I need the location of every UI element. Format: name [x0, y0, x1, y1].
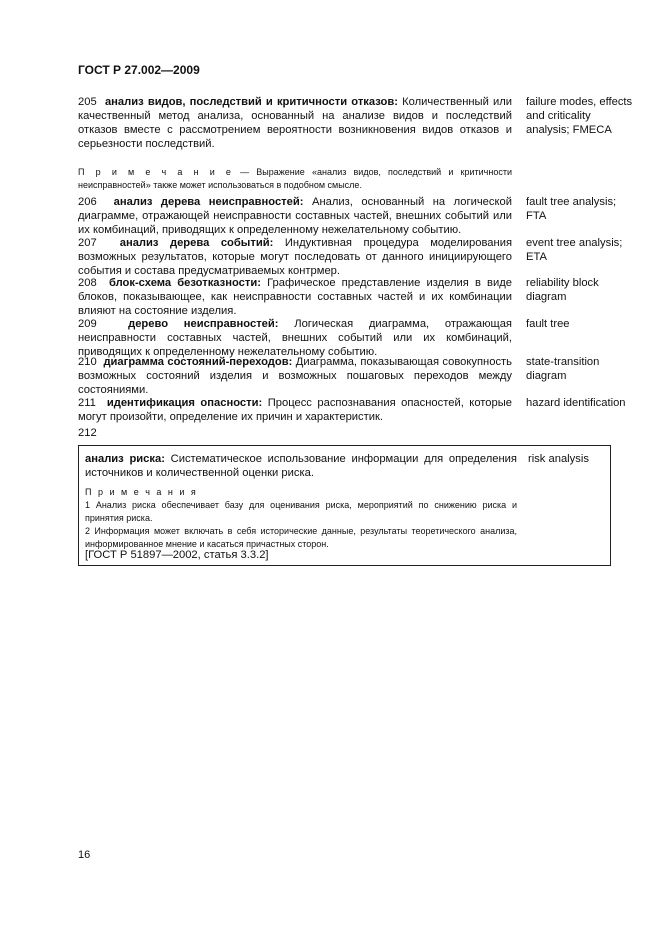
term-207	[78, 236, 512, 278]
term-205-english: failure modes, effects and criticality analysis; FMECA	[526, 96, 633, 136]
note-label: П р и м е ч а н и е	[78, 167, 233, 177]
term-209	[78, 317, 512, 359]
source-reference: [ГОСТ Р 51897—2002, статья 3.3.2]	[85, 549, 269, 561]
term-206-english: fault tree analysis; FTA	[526, 196, 617, 222]
term-210-english: state-transition diagram	[526, 356, 600, 382]
term-definition: Систематическое использование информации для определения источников и количественной оценки риска.	[85, 453, 517, 479]
term-208	[78, 276, 512, 318]
term-212-box	[78, 445, 611, 566]
term-name: анализ дерева неисправностей:	[113, 196, 304, 208]
page-number: 16	[78, 849, 91, 861]
note-2: 2 Информация может включать в себя исторические данные, результаты теоретического анализа, информированное мнение и касаться причастных сторон.	[85, 526, 517, 549]
term-207-english: event tree analysis; ETA	[526, 237, 623, 263]
term-212-notes	[85, 486, 517, 551]
term-210	[78, 355, 512, 397]
term-number: 209	[78, 318, 97, 330]
note-1: 1 Анализ риска обеспечивает базу для оценивания риска, мероприятий по снижению риска и принятия риска.	[85, 500, 517, 523]
term-number: 210	[78, 356, 97, 368]
term-definition: Графическое представление изделия в виде блоков, показывающее, как неисправности составных частей и их комбинации влияют на состояние изделия.	[78, 277, 512, 317]
term-definition: Диаграмма, показывающая совокупность возможных состояний изделия и возможных пошаговых переходов между состояниями.	[78, 356, 513, 396]
term-definition: Логическая диаграмма, отражающая неисправности составных частей, внешних событий или их комбинаций, приводящих к определенному нежелательному событию.	[78, 318, 512, 358]
notes-label: П р и м е ч а н и я	[85, 487, 198, 497]
term-definition: Процесс распознавания опасностей, которые могут произойти, определение их причин и характеристик.	[78, 397, 512, 423]
term-206	[78, 195, 512, 237]
document-header: ГОСТ Р 27.002—2009	[78, 63, 200, 77]
term-name: дерево неисправностей:	[128, 318, 279, 330]
term-212-english: risk analysis	[528, 453, 589, 465]
term-name: блок-схема безотказности:	[108, 277, 261, 289]
note-text: — Выражение «анализ видов, последствий и критичности неисправностей» также может использоваться в подобном смысле.	[78, 167, 512, 190]
term-number: 207	[78, 237, 97, 249]
term-definition: Индуктивная процедура моделирования возможных результатов, которые могут последовать от данного инициирующего события и состава предусматриваемых контрмер.	[78, 237, 513, 277]
term-208-english: reliability block diagram	[526, 277, 599, 303]
term-211-english: hazard identification	[526, 397, 626, 409]
term-212-number: 212	[78, 427, 97, 439]
term-209-english: fault tree	[526, 318, 570, 330]
term-number: 211	[78, 397, 96, 409]
term-name: диаграмма состояний-переходов:	[103, 356, 293, 368]
term-number: 205	[78, 96, 97, 108]
term-name: анализ риска:	[85, 453, 165, 465]
term-definition: Анализ, основанный на логической диаграмме, отражающей неисправности составных частей, внешних событий или их комбинаций, приводящих к определенному нежелательному событию.	[78, 196, 512, 236]
term-212	[85, 452, 517, 480]
term-name: анализ дерева событий:	[119, 237, 274, 249]
term-number: 208	[78, 277, 97, 289]
term-205	[78, 95, 512, 151]
term-name: идентификация опасности:	[106, 397, 263, 409]
term-definition: Количественный или качественный метод анализа, основанный на анализе видов и последствий отказов вместе с рассмотрением вероятности возникновения видов отказов и серьезности последствий.	[78, 96, 513, 150]
note-205	[78, 166, 512, 192]
term-211	[78, 396, 512, 424]
term-name: анализ видов, последствий и критичности отказов:	[104, 96, 398, 108]
term-number: 206	[78, 196, 97, 208]
